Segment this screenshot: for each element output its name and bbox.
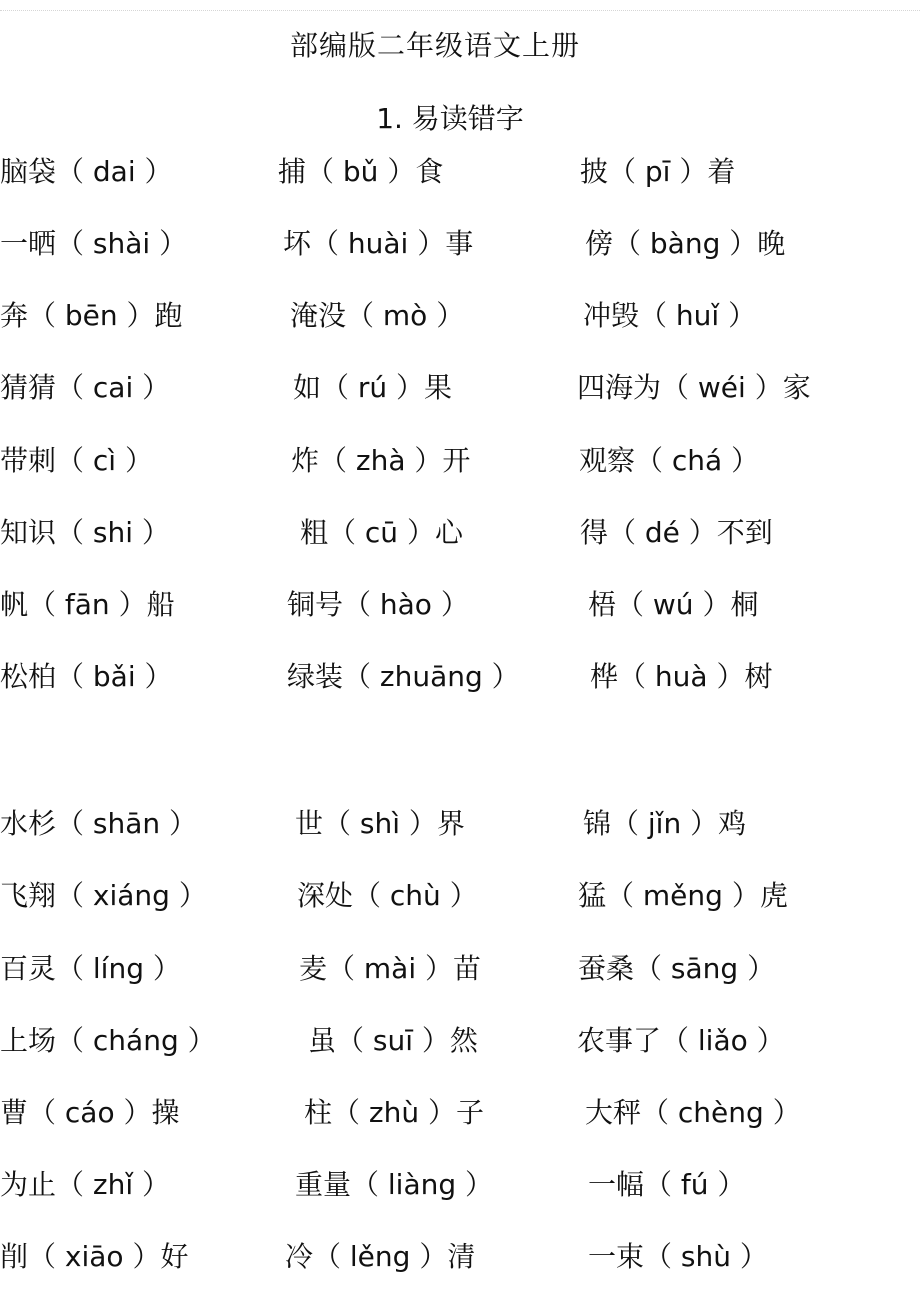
- word-entry: 为止（ zhǐ ）: [0, 1168, 171, 1201]
- word-entry: 铜号（ hào ）: [287, 588, 469, 621]
- word-row: [0, 152, 920, 192]
- word-entry: 柱（ zhù ）子: [304, 1096, 484, 1129]
- word-entry: 猜猜（ cai ）: [0, 371, 171, 404]
- word-row: [0, 1165, 920, 1205]
- word-entry: 炸（ zhà ）开: [291, 444, 471, 477]
- word-entry: 桦（ huà ）树: [590, 660, 773, 693]
- word-entry: 淹没（ mò ）: [290, 299, 465, 332]
- word-entry: 四海为（ wéi ）家: [577, 371, 811, 404]
- word-entry: 削（ xiāo ）好: [0, 1240, 189, 1273]
- word-entry: 如（ rú ）果: [293, 371, 453, 404]
- word-entry: 飞翔（ xiáng ）: [0, 879, 207, 912]
- word-entry: 重量（ liàng ）: [295, 1168, 494, 1201]
- word-row: [0, 876, 920, 916]
- word-entry: 得（ dé ）不到: [580, 516, 773, 549]
- word-row: [0, 296, 920, 336]
- word-entry: 披（ pī ）着: [580, 155, 736, 188]
- word-entry: 知识（ shi ）: [0, 516, 170, 549]
- word-entry: 粗（ cū ）心: [300, 516, 463, 549]
- page-title: 部编版二年级语文上册: [289, 29, 580, 62]
- word-entry: 带刺（ cì ）: [0, 444, 153, 477]
- word-row: [0, 949, 920, 989]
- word-row: [0, 368, 920, 408]
- word-row: [0, 1093, 920, 1133]
- word-entry: 绿装（ zhuāng ）: [287, 660, 520, 693]
- word-entry: 脑袋（ dai ）: [0, 155, 173, 188]
- word-entry: 观察（ chá ）: [579, 444, 760, 477]
- section-heading: 1. 易读错字: [376, 102, 524, 135]
- word-entry: 奔（ bēn ）跑: [0, 299, 183, 332]
- word-entry: 一束（ shù ）: [588, 1240, 768, 1273]
- word-entry: 虽（ suī ）然: [308, 1024, 478, 1057]
- word-entry: 一晒（ shài ）: [0, 227, 188, 260]
- page-top-border: [0, 10, 920, 11]
- word-entry: 锦（ jǐn ）鸡: [583, 807, 747, 840]
- word-entry: 蚕桑（ sāng ）: [578, 952, 776, 985]
- word-entry: 水杉（ shān ）: [0, 807, 198, 840]
- word-entry: 冲毁（ huǐ ）: [583, 299, 757, 332]
- word-entry: 帆（ fān ）船: [0, 588, 175, 621]
- word-entry: 麦（ mài ）苗: [299, 952, 482, 985]
- word-entry: 猛（ měng ）虎: [578, 879, 788, 912]
- word-entry: 深处（ chù ）: [297, 879, 478, 912]
- word-row: [0, 513, 920, 553]
- word-entry: 坏（ huài ）事: [283, 227, 474, 260]
- word-entry: 松柏（ bǎi ）: [0, 660, 173, 693]
- word-entry: 梧（ wú ）桐: [588, 588, 759, 621]
- word-row: [0, 441, 920, 481]
- word-entry: 傍（ bàng ）晚: [585, 227, 786, 260]
- word-row: [0, 585, 920, 625]
- word-row: [0, 804, 920, 844]
- word-entry: 冷（ lěng ）清: [285, 1240, 476, 1273]
- word-entry: 大秤（ chèng ）: [585, 1096, 801, 1129]
- word-entry: 上场（ cháng ）: [0, 1024, 216, 1057]
- word-row: [0, 1021, 920, 1061]
- word-entry: 农事了（ liǎo ）: [577, 1024, 785, 1057]
- word-row: [0, 224, 920, 264]
- word-entry: 世（ shì ）界: [295, 807, 465, 840]
- word-entry: 捕（ bǔ ）食: [278, 155, 444, 188]
- word-entry: 曹（ cáo ）操: [0, 1096, 180, 1129]
- word-entry: 一幅（ fú ）: [588, 1168, 746, 1201]
- word-row: [0, 1237, 920, 1277]
- word-row: [0, 657, 920, 697]
- word-entry: 百灵（ líng ）: [0, 952, 181, 985]
